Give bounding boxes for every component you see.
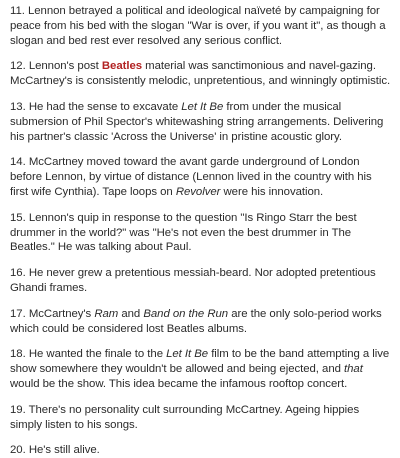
item-text-a: McCartney's: [28, 307, 95, 320]
item-text: He's still alive.: [28, 444, 100, 457]
item-text-b: film to be the band attempting a live show somewhere they wouldn't be allowed and being ejected, and: [10, 348, 390, 376]
item-number: 16.: [10, 267, 26, 280]
item-text-a: He had the sense to excavate: [28, 100, 182, 113]
item-text-a: He wanted the finale to the: [28, 348, 167, 361]
item-title-italic-2: Band on the Run: [143, 307, 229, 320]
beatles-link[interactable]: Beatles: [101, 60, 143, 73]
list-item-18: [10, 347, 392, 391]
list-item-19: [10, 403, 392, 433]
item-text-a: McCartney moved toward the avant garde underground of London before Lennon, by virtue of distance (Lennon lived in the country with his first wife Cynthia). Tape loops on: [10, 156, 372, 198]
item-text: He never grew a pretentious messiah-beard. Nor adopted pretentious Ghandi frames.: [10, 267, 376, 294]
item-text-b: were his innovation.: [220, 185, 324, 198]
item-text: Lennon betrayed a political and ideological naïveté by campaigning for peace from his bed with the slogan "War is over, if you want it", as though a slogan and bed rest ever resolved any serious conflict.: [10, 5, 386, 47]
item-text-post: material was sanctimonious and navel-gazing. McCartney's is consistently melodic, unpretentious, and winningly optimistic.: [10, 60, 391, 88]
list-item-12: [10, 59, 392, 89]
item-number: 14.: [10, 156, 26, 169]
item-number: 17.: [10, 307, 26, 320]
item-title-italic: Let It Be: [166, 348, 209, 361]
item-text: Lennon's quip in response to the question "Is Ringo Starr the best drummer in the world?" was "He's not even the best drummer in The Beatles." He was talking about Paul.: [10, 211, 357, 254]
item-text-b: from under the musical submersion of Phil Spector's whitewashing string arrangements. Delivering his partner's classic 'Across the Universe' in pristine acoustic glory.: [10, 100, 384, 143]
item-text: There's no personality cult surrounding McCartney. Ageing hippies simply listen to his songs.: [10, 403, 360, 431]
item-number: 15.: [10, 211, 26, 224]
list-item-14: [10, 155, 392, 199]
item-number: 13.: [10, 100, 26, 113]
item-number: 20.: [10, 444, 26, 457]
item-text-c: are the only solo-period works which could be considered lost Beatles albums.: [10, 307, 382, 335]
item-number: 19.: [10, 403, 26, 416]
list-item-15: [10, 211, 392, 255]
item-text-b: and: [118, 307, 144, 320]
list-item-13: [10, 100, 392, 144]
item-number: 12.: [10, 60, 26, 73]
item-title-italic: Ram: [94, 307, 119, 320]
item-text-c: would be the show. This idea became the infamous rooftop concert.: [10, 377, 348, 390]
item-text-pre: Lennon's post: [28, 60, 102, 73]
item-title-italic: Let It Be: [181, 100, 224, 113]
item-number: 18.: [10, 348, 26, 361]
list-item-16: [10, 266, 392, 296]
list-item-11: [10, 4, 392, 48]
item-title-italic: Revolver: [175, 185, 221, 198]
item-number: 11.: [10, 5, 25, 17]
list-item-17: [10, 307, 392, 337]
list-item-20: [10, 443, 392, 458]
item-emphasis-italic: that: [344, 363, 363, 376]
